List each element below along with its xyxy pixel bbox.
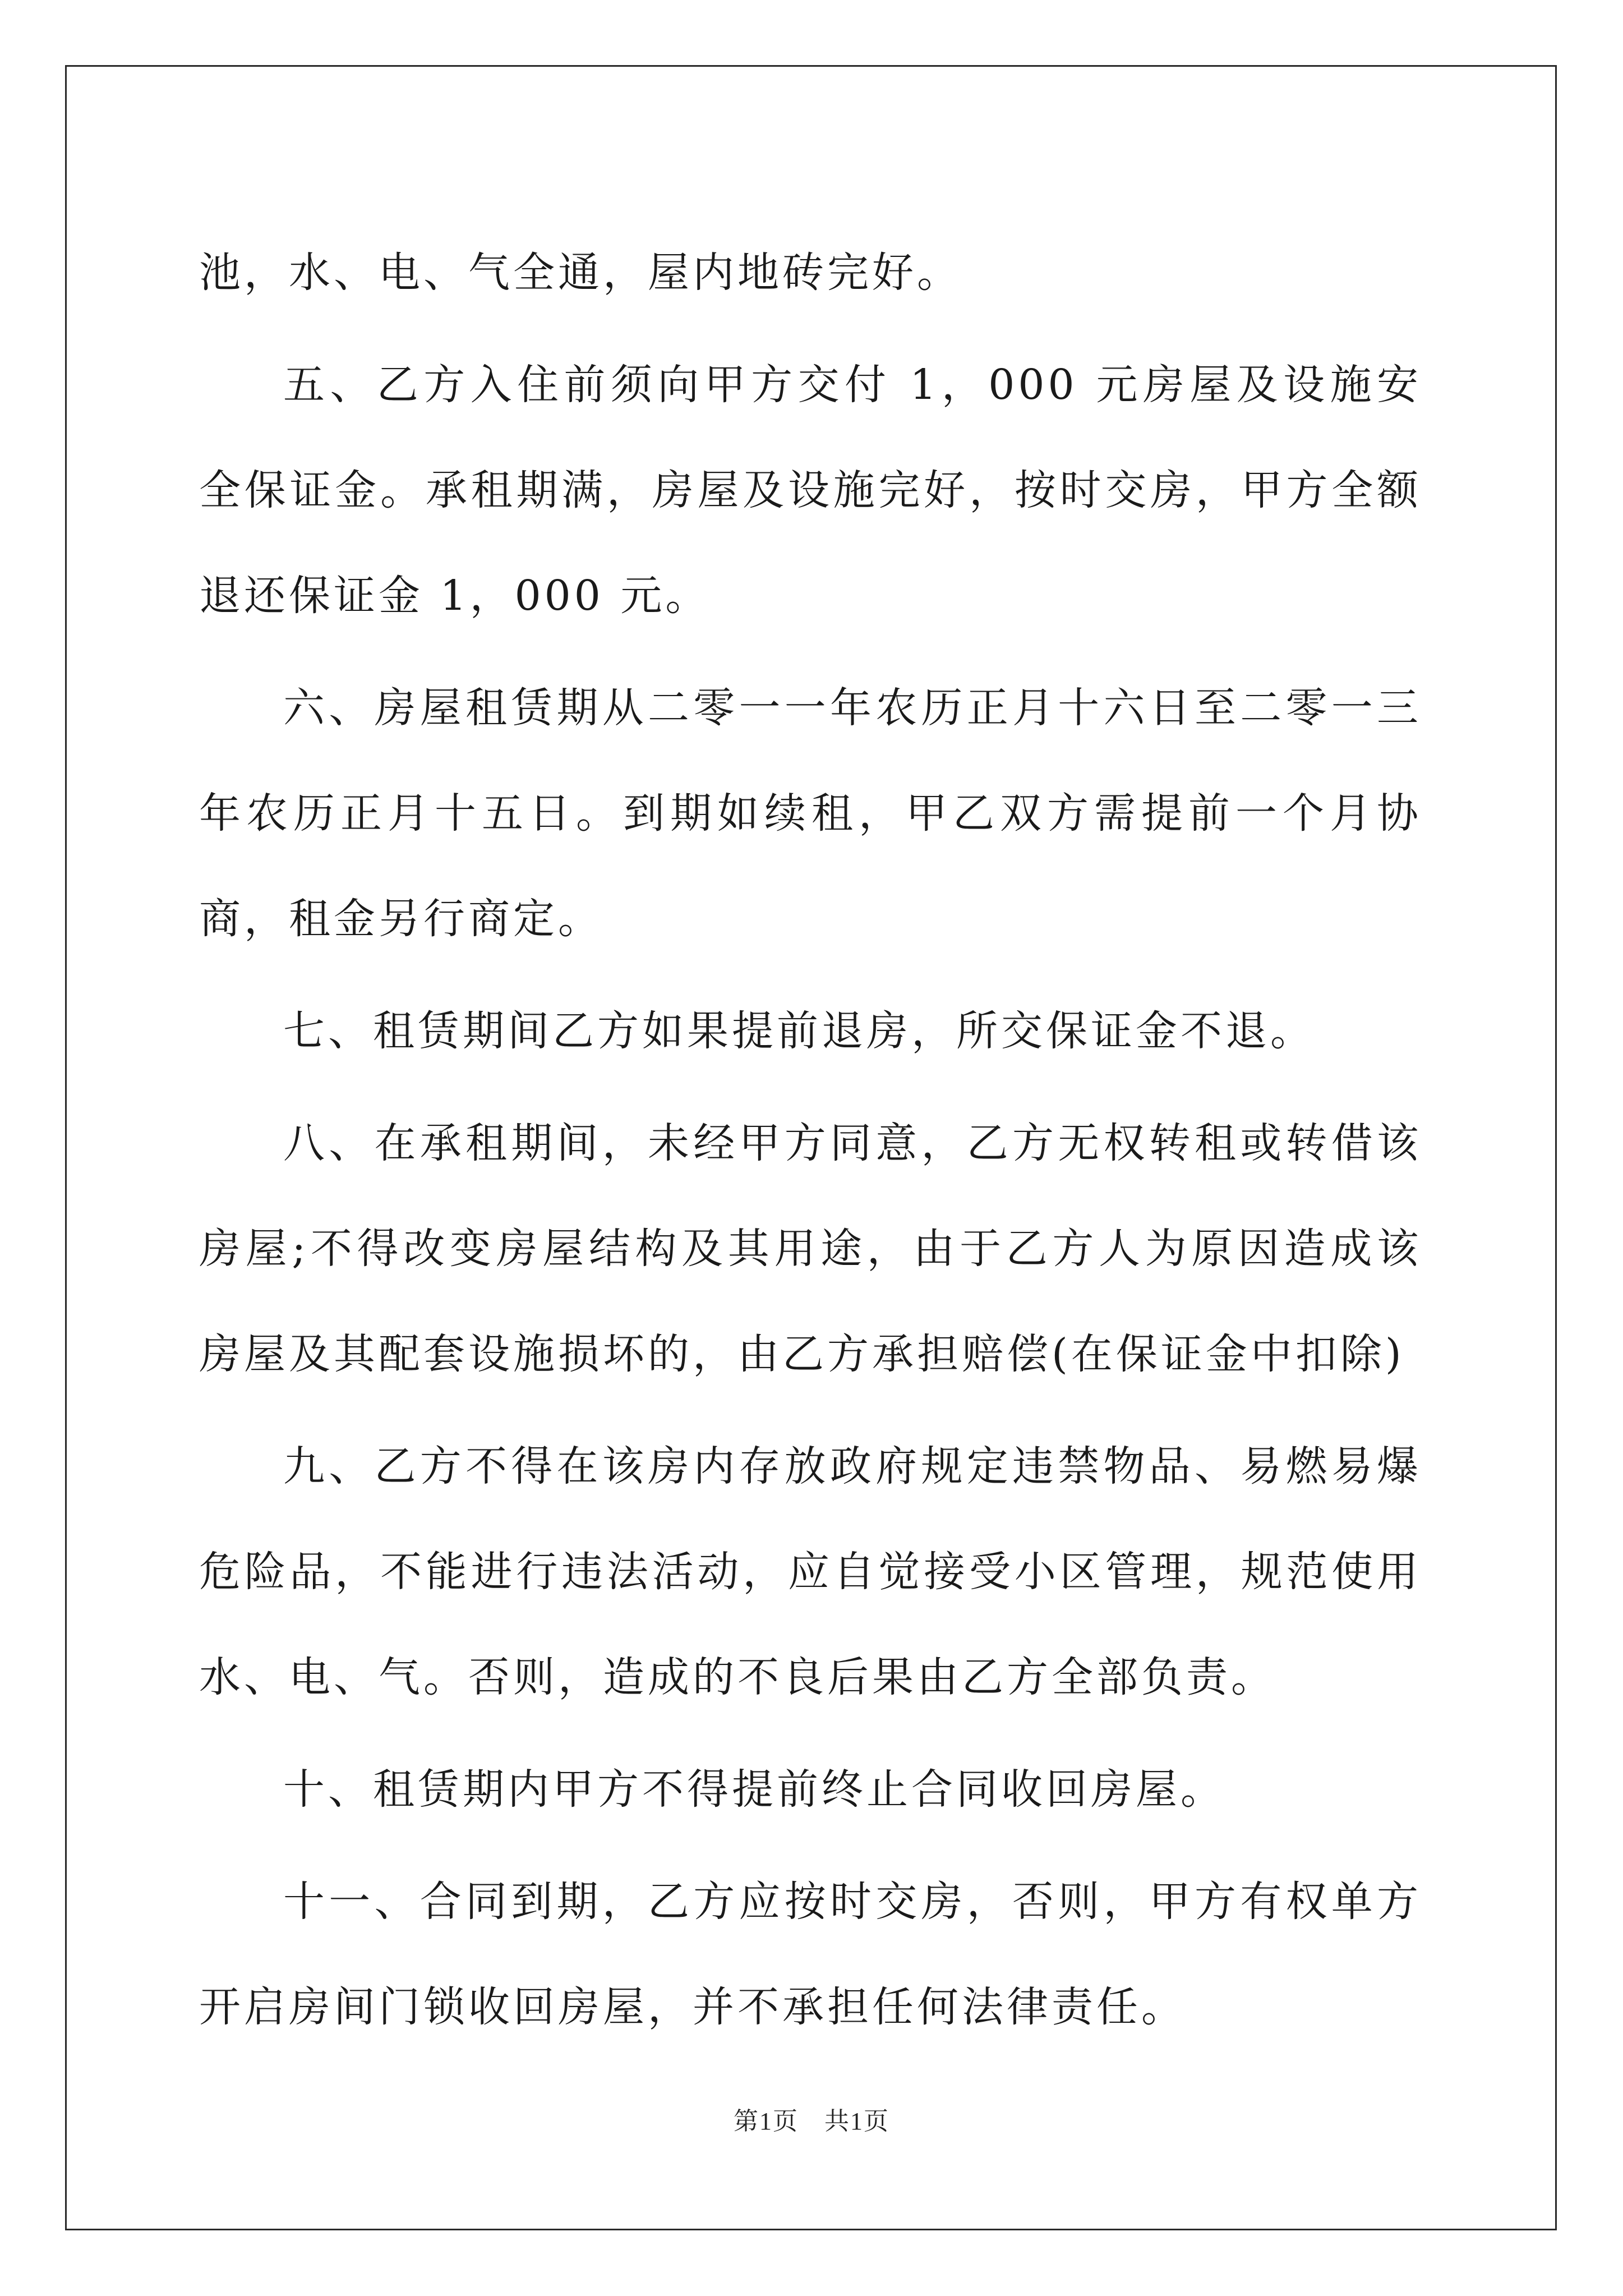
paragraph-clause-5: 五、乙方入住前须向甲方交付 1，000 元房屋及设施安全保证金。承租期满，房屋及设施完好，按时交房，甲方全额退还保证金 1，000 元。 xyxy=(199,361,1422,620)
paragraph-clause-6: 六、房屋租赁期从二零一一年农历正月十六日至二零一三年农历正月十五日。到期如续租，甲乙双方需提前一个月协商，租金另行商定。 xyxy=(199,684,1422,943)
paragraph-clause-8: 八、在承租期间，未经甲方同意，乙方无权转租或转借该房屋;不得改变房屋结构及其用途，由于乙方人为原因造成该房屋及其配套设施损坏的，由乙方承担赔偿(在保证金中扣除) xyxy=(199,1119,1422,1378)
paragraph-clause-11: 十一、合同到期，乙方应按时交房，否则，甲方有权单方开启房间门锁收回房屋，并不承担任何法律责任。 xyxy=(199,1878,1422,2031)
paragraph-clause-10: 十、租赁期内甲方不得提前终止合同收回房屋。 xyxy=(283,1765,1225,1814)
document-body xyxy=(199,220,1422,2067)
paragraph-clause-9: 九、乙方不得在该房内存放政府规定违禁物品、易燃易爆危险品，不能进行违法活动，应自觉接受小区管理，规范使用水、电、气。否则，造成的不良后果由乙方全部负责。 xyxy=(199,1442,1422,1701)
paragraph-continued: 池，水、电、气全通，屋内地砖完好。 xyxy=(199,249,962,297)
page-number-footer: 第1页 共1页 xyxy=(734,2108,889,2135)
paragraph-clause-7: 七、租赁期间乙方如果提前退房，所交保证金不退。 xyxy=(283,1007,1315,1055)
